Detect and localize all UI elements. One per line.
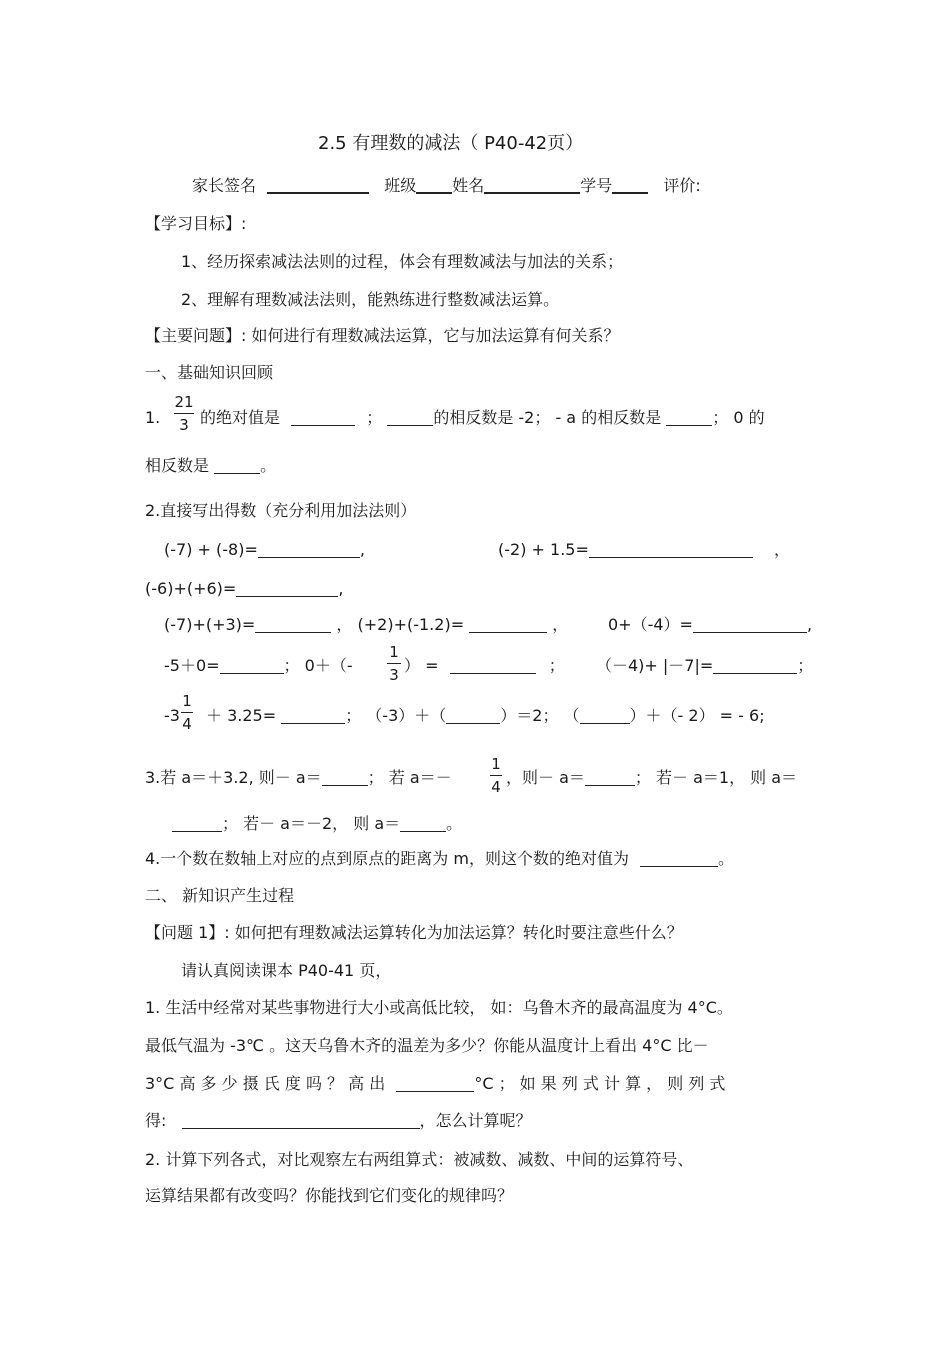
goals-heading: 【学习目标】: <box>145 214 247 233</box>
answer-blank[interactable] <box>236 580 338 597</box>
q4-line <box>145 849 734 868</box>
punct: , <box>338 579 344 598</box>
fraction-1-3 <box>387 645 401 683</box>
problem1: 【问题 1】: 如何把有理数减法运算转化为加法运算？转化时要注意些什么？ <box>145 923 683 942</box>
p1-line3 <box>145 1074 725 1093</box>
answer-blank[interactable] <box>396 1075 474 1092</box>
q2-row2 <box>145 579 343 598</box>
fraction-numerator: 1 <box>389 643 399 661</box>
expression: 0+（-4）= <box>608 615 693 634</box>
q1-text: ； <box>366 408 383 427</box>
q3-line2 <box>172 814 462 833</box>
expression: ； 0＋（- <box>283 656 353 675</box>
parent-sign-field[interactable] <box>267 176 369 194</box>
evaluation-label: 评价: <box>663 176 701 195</box>
answer-blank[interactable] <box>220 657 284 674</box>
answer-blank[interactable] <box>589 541 753 558</box>
parent-sign-label: 家长签名 <box>192 176 257 195</box>
p2-line2: 运算结果都有改变吗？你能找到它们变化的规律吗？ <box>145 1186 514 1205</box>
p1-line4 <box>145 1111 532 1130</box>
fraction-denominator: 4 <box>491 778 501 796</box>
q2-row4-mid <box>404 656 565 675</box>
q1-text: ； 0 的 <box>712 408 765 427</box>
q1-line-2 <box>145 456 276 475</box>
main-question: 【主要问题】: 如何进行有理数减法运算，它与加法运算有何关系？ <box>145 326 620 345</box>
fraction-numerator: 1 <box>182 692 192 710</box>
q3-text: ； 若 a＝－ <box>367 768 452 787</box>
expression: ）＋（- 2） = - 6; <box>629 706 765 725</box>
expression: (-7) + (-8)= <box>164 540 258 559</box>
answer-blank[interactable] <box>322 769 368 786</box>
answer-blank[interactable] <box>387 409 433 426</box>
section1-heading: 一、基础知识回顾 <box>145 363 274 382</box>
p1-text: °C ； 如 果 列 式 计 算 ， 则 列 式 <box>474 1074 726 1093</box>
student-no-label: 学号 <box>580 176 613 195</box>
punct: ； <box>548 656 565 675</box>
expression: (-2) + 1.5= <box>498 540 589 559</box>
punct: , <box>359 540 365 559</box>
expression: -5＋0= <box>164 656 220 675</box>
p1-text: 3°C 高 多 少 摄 氏 度 吗 ？ 高 出 <box>145 1074 386 1093</box>
answer-blank[interactable] <box>446 707 500 724</box>
read-instruction: 请认真阅读课本 P40-41 页， <box>181 961 392 980</box>
q2-row1-left <box>164 540 365 559</box>
fraction-denominator: 3 <box>179 416 189 434</box>
q1-line <box>200 408 765 427</box>
p1-text: ，怎么计算呢？ <box>419 1111 532 1130</box>
answer-blank[interactable] <box>182 1112 420 1129</box>
p1-line2: 最低气温为 -3℃ 。这天乌鲁木齐的温差为多少？你能从温度计上看出 4°C 比－ <box>145 1036 709 1055</box>
fraction-21-3 <box>174 395 194 433</box>
answer-blank[interactable] <box>693 616 807 633</box>
answer-blank[interactable] <box>255 616 331 633</box>
answer-blank[interactable] <box>450 657 536 674</box>
answer-blank[interactable] <box>713 657 797 674</box>
fraction-numerator: 1 <box>491 755 501 773</box>
punct: ； <box>797 656 814 675</box>
p1-text: 得: <box>145 1111 167 1130</box>
expression: (-7)+(+3)= <box>164 615 256 634</box>
expression: ； （-3）＋（ <box>345 706 447 725</box>
expression: ， (+2)+(-1.2)= <box>336 615 465 634</box>
section2-heading: 二、 新知识产生过程 <box>145 886 295 905</box>
class-field[interactable] <box>416 176 452 194</box>
answer-blank[interactable] <box>291 409 355 426</box>
answer-blank[interactable] <box>580 707 630 724</box>
goal-item: 1、经历探索减法法则的过程，体会有理数减法与加法的关系； <box>181 252 624 271</box>
answer-blank[interactable] <box>400 815 446 832</box>
expression: (-6)+(+6)= <box>145 579 237 598</box>
q4-text: 4.一个数在数轴上对应的点到原点的距离为 m，则这个数的绝对值为 <box>145 849 629 868</box>
fraction-1-4 <box>490 757 502 795</box>
info-line <box>192 176 701 195</box>
q2-row4-right <box>596 656 813 675</box>
fraction-denominator: 3 <box>389 666 399 684</box>
q2-row5-start: -3 <box>164 706 180 725</box>
expression: ）＝2； （ <box>500 706 580 725</box>
q3-text: ； 若－ a＝1， 则 a＝ <box>634 768 798 787</box>
q3-text: ，则－ a＝ <box>506 768 585 787</box>
q2-row4 <box>164 656 353 675</box>
mixed-fraction-1-4 <box>181 694 193 732</box>
expression: （－4)+ |－7|= <box>596 656 714 675</box>
q2-heading: 2.直接写出得数（充分利用加法法则） <box>145 501 417 520</box>
q1-text: 。 <box>260 456 277 475</box>
q3-line1-right <box>506 768 797 787</box>
q2-row3 <box>164 615 568 634</box>
q2-row1-right <box>498 540 790 559</box>
q3-text: 3.若 a＝＋3.2, 则－ a＝ <box>145 768 322 787</box>
q1-number: 1. <box>145 408 161 427</box>
q1-text: 的绝对值是 <box>200 408 281 427</box>
answer-blank[interactable] <box>214 457 260 474</box>
q1-text: 的相反数是 -2； - a 的相反数是 <box>433 408 662 427</box>
answer-blank[interactable] <box>666 409 712 426</box>
answer-blank[interactable] <box>585 769 635 786</box>
name-field[interactable] <box>484 176 580 194</box>
fraction-denominator: 4 <box>182 715 192 733</box>
answer-blank[interactable] <box>258 541 360 558</box>
q3-text: 。 <box>446 814 463 833</box>
class-label: 班级 <box>384 176 417 195</box>
expression: ＋ 3.25= <box>206 706 277 725</box>
q1-text: 相反数是 <box>145 456 210 475</box>
student-no-field[interactable] <box>612 176 648 194</box>
punct: ， <box>552 615 569 634</box>
punct: , <box>806 615 813 634</box>
goal-item: 2、理解有理数减法法则，能熟练进行整数减法运算。 <box>181 290 560 309</box>
p1-line1: 1. 生活中经常对某些事物进行大小或高低比较， 如：乌鲁木齐的最高温度为 4°C。 <box>145 998 733 1017</box>
page-title: 2.5 有理数的减法（ P40-42页） <box>318 133 584 154</box>
answer-blank[interactable] <box>281 707 345 724</box>
p2-line1: 2. 计算下列各式，对比观察左右两组算式：被减数、减数、中间的运算符号、 <box>145 1150 694 1169</box>
q2-row5 <box>206 706 765 725</box>
answer-blank[interactable] <box>640 850 718 867</box>
name-label: 姓名 <box>452 176 485 195</box>
answer-blank[interactable] <box>172 815 222 832</box>
punct: ， <box>773 540 790 559</box>
expression: ） = <box>404 656 439 675</box>
q3-text: ； 若－ a＝－2， 则 a＝ <box>222 814 401 833</box>
fraction-numerator: 21 <box>174 393 194 411</box>
q4-text: 。 <box>718 849 735 868</box>
q3-line1 <box>145 768 452 787</box>
answer-blank[interactable] <box>469 616 547 633</box>
q2-row3-right <box>608 615 812 634</box>
